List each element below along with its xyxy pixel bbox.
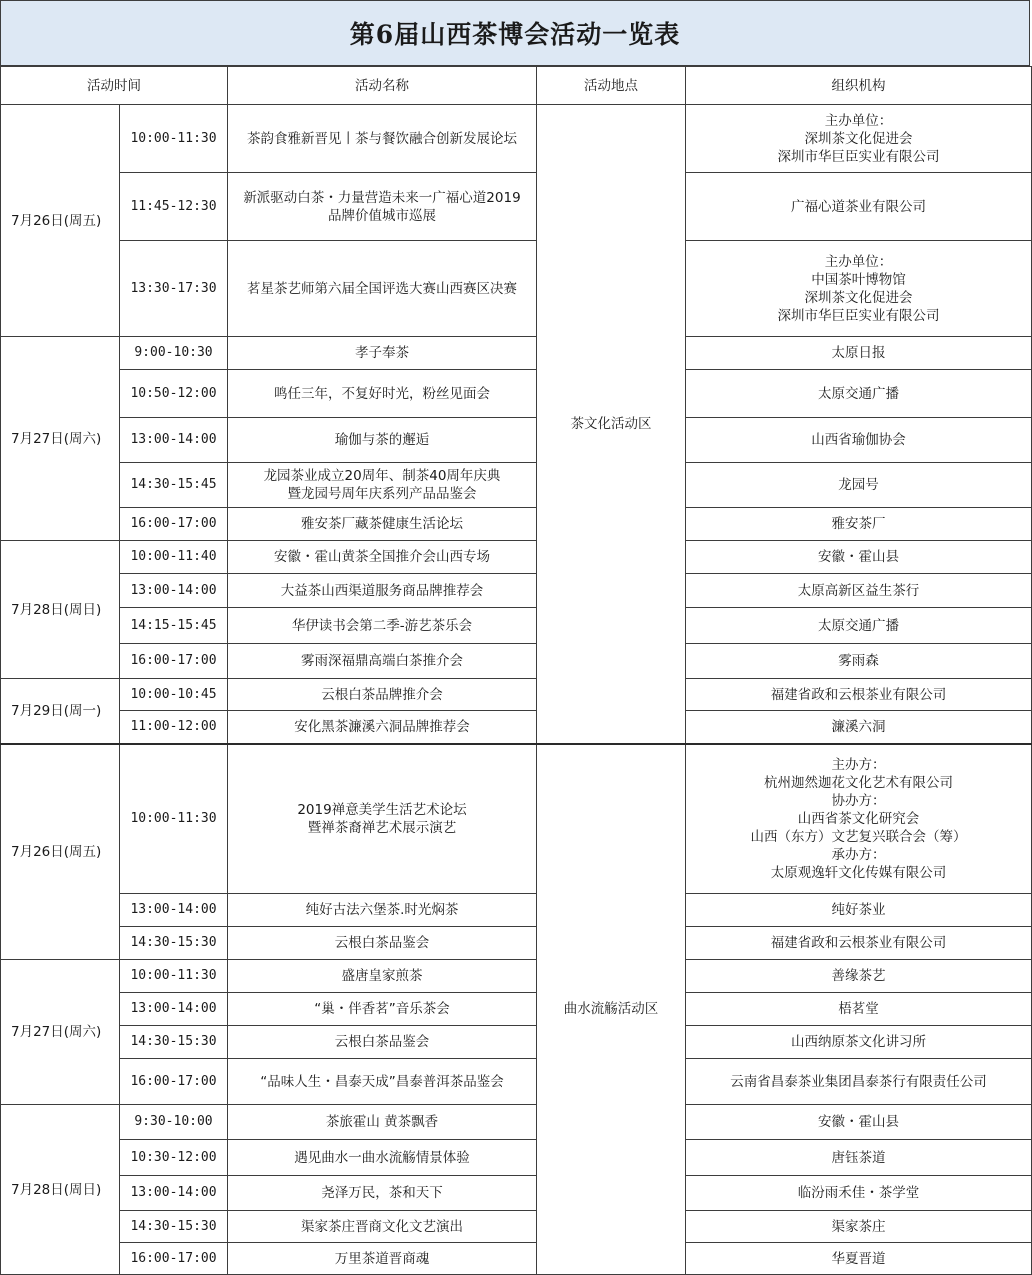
- time-cell: 10:50-12:00: [120, 370, 228, 418]
- activity-name-cell: [228, 541, 537, 574]
- organizer-cell: [686, 894, 1032, 927]
- time-cell: 16:00-17:00: [120, 1243, 228, 1275]
- time-cell: 11:45-12:30: [120, 173, 228, 241]
- activity-name-cell: [228, 1176, 537, 1211]
- activity-name-cell: [228, 370, 537, 418]
- text-line: 山西（东方）文艺复兴联合会（筹）: [750, 828, 967, 845]
- text-line: 茶旅霍山 黄茶飘香: [325, 1114, 439, 1130]
- organizer-cell: [686, 1140, 1032, 1176]
- time-cell: 10:00-11:30: [120, 960, 228, 993]
- venue-cell: 曲水流觞活动区: [537, 744, 686, 1275]
- text-line: 2019禅意美学生活艺术论坛: [297, 801, 467, 818]
- table-row: [1, 574, 1032, 608]
- text-line: 太原高新区益生茶行: [797, 582, 920, 599]
- activity-name-cell: [228, 574, 537, 608]
- organizer-cell: [686, 927, 1032, 960]
- activity-name-cell: [228, 105, 537, 173]
- time-cell: 10:00-11:30: [120, 105, 228, 173]
- text-line: 安徽・霍山黄茶全国推介会山西专场: [274, 549, 490, 565]
- table-row: [1, 418, 1032, 463]
- time-cell: 14:30-15:30: [120, 1211, 228, 1243]
- time-cell: 10:00-11:30: [120, 744, 228, 894]
- organizer-cell: [686, 1176, 1032, 1211]
- organizer-cell: [686, 337, 1032, 370]
- time-cell: 13:00-14:00: [120, 894, 228, 927]
- activity-name-cell: [228, 1105, 537, 1140]
- text-line: 山西纳原茶文化讲习所: [791, 1034, 926, 1050]
- activity-name-cell: [228, 1211, 537, 1243]
- table-row: [1, 993, 1032, 1026]
- text-line: 龙园茶业成立20周年、制茶40周年庆典: [263, 468, 501, 484]
- text-line: 安化黑茶濂溪六洞品牌推荐会: [294, 718, 470, 735]
- text-line: 华伊读书会第二季-游艺茶乐会: [291, 617, 473, 634]
- header-time: 活动时间: [1, 67, 228, 105]
- text-line: 山西省瑜伽协会: [811, 432, 906, 448]
- text-line: 主办方：: [831, 756, 886, 773]
- text-line: 雾雨深福鼎高端白茶推介会: [301, 653, 463, 669]
- activity-name-cell: [228, 679, 537, 711]
- activity-name-cell: [228, 508, 537, 541]
- activity-name-cell: [228, 173, 537, 241]
- table-row: [1, 711, 1032, 744]
- text-line: 雅安茶厂藏茶健康生活论坛: [301, 516, 463, 532]
- text-line: 梧茗堂: [838, 1001, 879, 1017]
- table-row: [1, 1140, 1032, 1176]
- time-cell: 9:00-10:30: [120, 337, 228, 370]
- table-row: [1, 1026, 1032, 1059]
- table-row: [1, 679, 1032, 711]
- activity-name-cell: [228, 960, 537, 993]
- text-line: 承办方：: [831, 846, 886, 863]
- text-line: 华夏晋道: [831, 1250, 886, 1267]
- activity-name-cell: [228, 608, 537, 644]
- organizer-cell: [686, 1243, 1032, 1275]
- time-cell: 14:15-15:45: [120, 608, 228, 644]
- text-line: 深圳茶文化促进会: [804, 289, 913, 306]
- text-line: 茶韵食雅新晋见丨茶与餐饮融合创新发展论坛: [247, 130, 517, 147]
- text-line: 主办单位：: [824, 112, 893, 129]
- text-line: 龙园号: [838, 477, 879, 493]
- organizer-cell: [686, 541, 1032, 574]
- organizer-cell: [686, 241, 1032, 337]
- text-line: 太原交通广播: [818, 385, 899, 402]
- text-line: 唐钰茶道: [831, 1149, 886, 1166]
- activity-name-cell: [228, 1140, 537, 1176]
- text-line: 雾雨森: [838, 653, 879, 669]
- text-line: 云根白茶品牌推介会: [321, 686, 443, 703]
- table-row: [1, 1243, 1032, 1275]
- table-row: [1, 1059, 1032, 1105]
- date-cell: 7月27日(周六): [1, 960, 120, 1105]
- time-cell: 9:30-10:00: [120, 1105, 228, 1140]
- text-line: 茗星茶艺师第六届全国评选大赛山西赛区决赛: [247, 280, 517, 297]
- text-line: 品牌价值城市巡展: [328, 207, 436, 224]
- text-line: 瑜伽与茶的邂逅: [334, 432, 430, 448]
- activity-name-cell: [228, 1026, 537, 1059]
- organizer-cell: [686, 574, 1032, 608]
- activity-name-cell: [228, 418, 537, 463]
- time-cell: 16:00-17:00: [120, 644, 228, 679]
- text-line: 太原交通广播: [818, 617, 899, 634]
- text-line: 协办方：: [831, 792, 886, 809]
- text-line: 云根白茶品鉴会: [334, 935, 430, 951]
- header-activity: 活动名称: [228, 67, 537, 105]
- text-line: 渠家茶庄: [831, 1218, 886, 1235]
- table-row: [1, 1105, 1032, 1140]
- text-line: 深圳市华巨臣实业有限公司: [777, 148, 940, 165]
- text-line: 雅安茶厂: [831, 516, 886, 532]
- text-line: 暨禅茶裔禅艺术展示演艺: [307, 819, 457, 836]
- text-line: 新派驱动白茶・力量营造未来一广福心道2019: [243, 189, 521, 206]
- date-cell: 7月29日(周一): [1, 679, 120, 744]
- time-cell: 11:00-12:00: [120, 711, 228, 744]
- table-row: [1, 463, 1032, 508]
- time-cell: 13:00-14:00: [120, 1176, 228, 1211]
- table-row: [1, 105, 1032, 173]
- text-line: 遇见曲水一曲水流觞情景体验: [294, 1149, 470, 1166]
- time-cell: 14:30-15:30: [120, 927, 228, 960]
- activity-name-cell: [228, 337, 537, 370]
- table-row: [1, 1211, 1032, 1243]
- activity-name-cell: [228, 894, 537, 927]
- header-venue: 活动地点: [537, 67, 686, 105]
- text-line: 纯好茶业: [831, 902, 886, 918]
- organizer-cell: [686, 173, 1032, 241]
- text-line: 杭州迦然迦花文化艺术有限公司: [764, 774, 953, 791]
- time-cell: 14:30-15:30: [120, 1026, 228, 1059]
- header-organizer: 组织机构: [686, 67, 1032, 105]
- text-line: 中国茶叶博物馆: [811, 271, 906, 288]
- text-line: 渠家茶庄晋商文化文艺演出: [301, 1218, 463, 1235]
- text-line: 临汾雨禾佳・茶学堂: [797, 1185, 920, 1201]
- header-row: [1, 67, 1032, 105]
- activity-name-cell: [228, 463, 537, 508]
- organizer-cell: [686, 993, 1032, 1026]
- organizer-cell: [686, 1211, 1032, 1243]
- activity-name-cell: [228, 993, 537, 1026]
- table-row: [1, 894, 1032, 927]
- table-row: [1, 1176, 1032, 1211]
- table-row: [1, 960, 1032, 993]
- table-row: [1, 337, 1032, 370]
- activity-name-cell: [228, 711, 537, 744]
- text-line: 云根白茶品鉴会: [334, 1034, 430, 1050]
- text-line: 太原观逸轩文化传媒有限公司: [770, 864, 947, 881]
- activity-name-cell: [228, 927, 537, 960]
- text-line: 尧泽万民，茶和天下: [321, 1185, 443, 1201]
- time-cell: 16:00-17:00: [120, 508, 228, 541]
- table-row: [1, 508, 1032, 541]
- text-line: “品味人生・昌泰天成”昌泰普洱茶品鉴会: [260, 1073, 504, 1090]
- text-line: 盛唐皇家煎茶: [341, 968, 423, 984]
- text-line: 山西省茶文化研究会: [797, 810, 920, 827]
- organizer-cell: [686, 960, 1032, 993]
- text-line: 孝子奉茶: [355, 345, 409, 361]
- text-line: 万里茶道晋商魂: [334, 1250, 430, 1267]
- table-row: [1, 241, 1032, 337]
- date-cell: 7月28日(周日): [1, 1105, 120, 1275]
- time-cell: 13:30-17:30: [120, 241, 228, 337]
- organizer-cell: [686, 1105, 1032, 1140]
- time-cell: 13:00-14:00: [120, 418, 228, 463]
- table-row: [1, 370, 1032, 418]
- text-line: 纯好古法六堡茶.时光焖茶: [305, 902, 459, 918]
- date-cell: 7月27日(周六): [1, 337, 120, 541]
- time-cell: 16:00-17:00: [120, 1059, 228, 1105]
- organizer-cell: [686, 679, 1032, 711]
- organizer-cell: [686, 508, 1032, 541]
- time-cell: 13:00-14:00: [120, 574, 228, 608]
- text-line: 深圳茶文化促进会: [804, 130, 913, 147]
- text-line: 鸣任三年，不复好时光，粉丝见面会: [274, 385, 490, 402]
- text-line: 善缘茶艺: [831, 968, 886, 984]
- text-line: 安徽・霍山县: [818, 549, 899, 565]
- organizer-cell: [686, 1059, 1032, 1105]
- text-line: 安徽・霍山县: [818, 1114, 899, 1130]
- table-row: [1, 744, 1032, 894]
- text-line: 福建省政和云根茶业有限公司: [770, 686, 947, 703]
- activity-name-cell: [228, 1243, 537, 1275]
- text-line: 福建省政和云根茶业有限公司: [770, 935, 947, 951]
- date-cell: 7月26日(周五): [1, 105, 120, 337]
- text-line: 云南省昌泰茶业集团昌泰茶行有限责任公司: [730, 1073, 987, 1090]
- date-cell: 7月26日(周五): [1, 744, 120, 960]
- text-line: 大益茶山西渠道服务商品牌推荐会: [280, 582, 484, 599]
- date-cell: 7月28日(周日): [1, 541, 120, 679]
- activity-name-cell: [228, 1059, 537, 1105]
- table-row: [1, 927, 1032, 960]
- organizer-cell: [686, 744, 1032, 894]
- time-cell: 10:00-10:45: [120, 679, 228, 711]
- organizer-cell: [686, 608, 1032, 644]
- time-cell: 10:30-12:00: [120, 1140, 228, 1176]
- schedule-table: [0, 66, 1032, 1275]
- time-cell: 14:30-15:45: [120, 463, 228, 508]
- table-row: [1, 608, 1032, 644]
- text-line: “巢・伴香茗”音乐茶会: [314, 1001, 450, 1017]
- text-line: 太原日报: [831, 345, 886, 361]
- text-line: 深圳市华巨臣实业有限公司: [777, 307, 940, 324]
- organizer-cell: [686, 1026, 1032, 1059]
- organizer-cell: [686, 463, 1032, 508]
- text-line: 濂溪六洞: [831, 718, 886, 735]
- organizer-cell: [686, 644, 1032, 679]
- page-title: 第6届山西茶博会活动一览表: [0, 0, 1030, 66]
- organizer-cell: [686, 370, 1032, 418]
- text-line: 主办单位：: [824, 253, 893, 270]
- organizer-cell: [686, 105, 1032, 173]
- text-line: 暨龙园号周年庆系列产品品鉴会: [287, 486, 477, 502]
- activity-name-cell: [228, 241, 537, 337]
- time-cell: 13:00-14:00: [120, 993, 228, 1026]
- activity-name-cell: [228, 644, 537, 679]
- text-line: 广福心道茶业有限公司: [791, 198, 926, 215]
- table-row: [1, 644, 1032, 679]
- time-cell: 10:00-11:40: [120, 541, 228, 574]
- organizer-cell: [686, 711, 1032, 744]
- organizer-cell: [686, 418, 1032, 463]
- venue-cell: 茶文化活动区: [537, 105, 686, 744]
- activity-name-cell: [228, 744, 537, 894]
- table-row: [1, 541, 1032, 574]
- table-row: [1, 173, 1032, 241]
